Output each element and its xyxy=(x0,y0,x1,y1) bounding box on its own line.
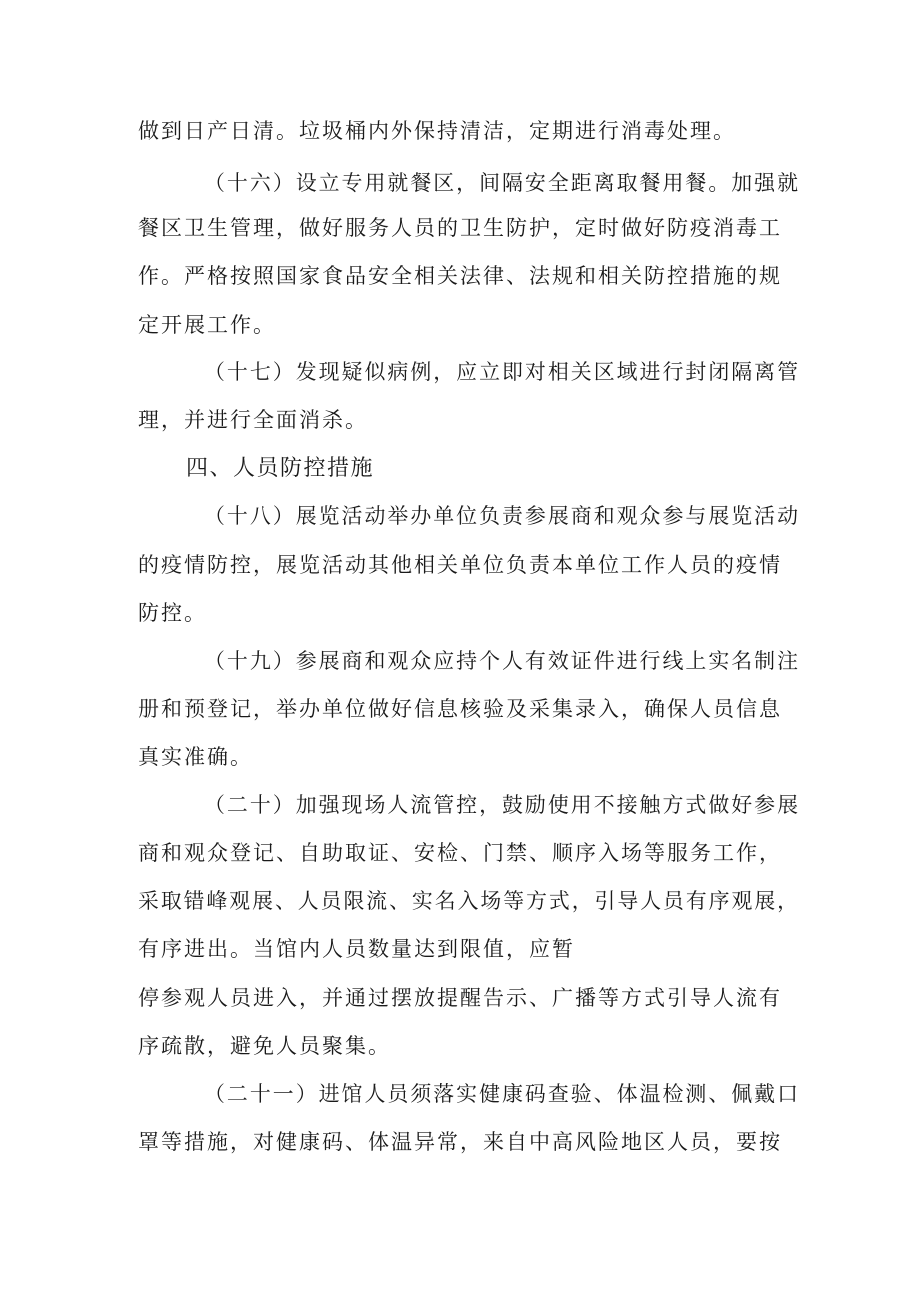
paragraph-line: 有序进出。当馆内人员数量达到限值，应暂 xyxy=(138,937,575,961)
paragraph-line: 罩等措施，对健康码、体温异常，来自中高风险地区人员，要按 xyxy=(138,1130,782,1154)
paragraph-16-line: （十六）设立专用就餐区，间隔安全距离取餐用餐。加强就 xyxy=(204,171,801,195)
paragraph-20-line: （二十）加强现场人流管控，鼓励使用不接触方式做好参展 xyxy=(204,793,801,817)
paragraph-line: 理，并进行全面消杀。 xyxy=(138,408,368,432)
paragraph-line: 餐区卫生管理，做好服务人员的卫生防护，定时做好防疫消毒工 xyxy=(138,216,782,240)
paragraph-line: 的疫情防控，展览活动其他相关单位负责本单位工作人员的疫情 xyxy=(138,553,782,577)
paragraph-line: 册和预登记，举办单位做好信息核验及采集录入，确保人员信息 xyxy=(138,697,782,721)
paragraph-line: 序疏散，避免人员聚集。 xyxy=(138,1034,391,1058)
paragraph-line: 采取错峰观展、人员限流、实名入场等方式，引导人员有序观展， xyxy=(138,889,800,913)
paragraph-18-line: （十八）展览活动举办单位负责参展商和观众参与展览活动 xyxy=(204,504,801,528)
paragraph-line: 停参观人员进入，并通过摆放提醒告示、广播等方式引导人流有 xyxy=(138,986,782,1010)
paragraph-line: 防控。 xyxy=(138,601,207,625)
paragraph-line: 定开展工作。 xyxy=(138,313,276,337)
paragraph-21-line: （二十一）进馆人员须落实健康码查验、体温检测、佩戴口 xyxy=(204,1082,801,1106)
paragraph-line: 作。严格按照国家食品安全相关法律、法规和相关防控措施的规 xyxy=(138,264,782,288)
paragraph-17-line: （十七）发现疑似病例，应立即对相关区域进行封闭隔离管 xyxy=(204,360,801,384)
paragraph-line: 商和观众登记、自助取证、安检、门禁、顺序入场等服务工作， xyxy=(138,841,782,865)
section-heading: 四、人员防控措施 xyxy=(186,456,375,481)
paragraph-19-line: （十九）参展商和观众应持个人有效证件进行线上实名制注 xyxy=(204,649,801,673)
paragraph-line: 真实准确。 xyxy=(138,745,253,769)
paragraph-line: 做到日产日清。垃圾桶内外保持清洁，定期进行消毒处理。 xyxy=(138,119,736,143)
